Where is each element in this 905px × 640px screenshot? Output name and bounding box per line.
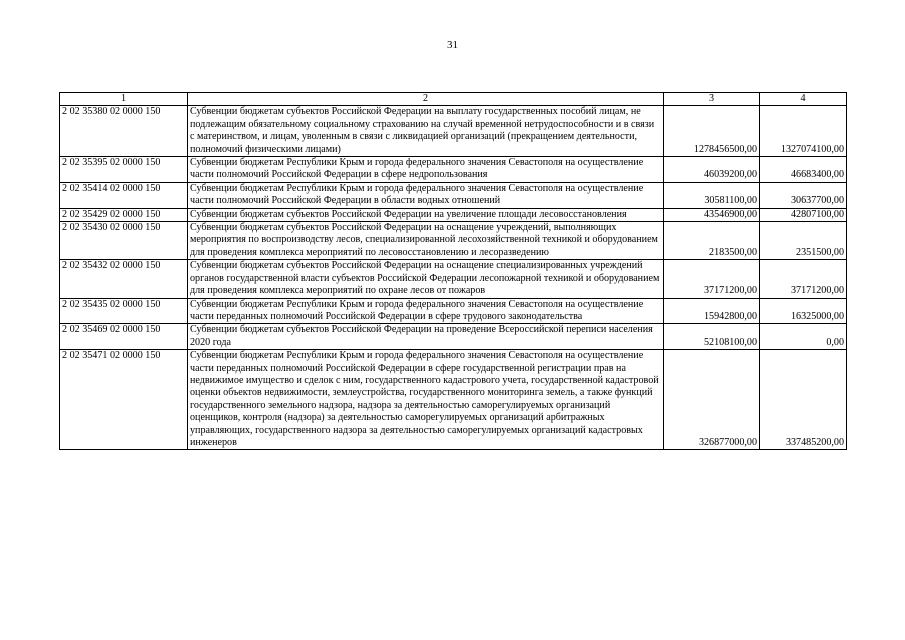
amount-cell-col3: 1278456500,00 [664,106,760,157]
page-number: 31 [447,39,458,51]
description-cell: Субвенции бюджетам субъектов Российской Федерации на оснащение специализированных учреждений органов государственной власти субъектов Российской Федерации лесопожарной техникой и оборудованием для проведения комплекса мероприятий по охране лесов от пожаров [188,260,664,298]
table-body [60,93,847,450]
budget-code-cell: 2 02 35414 02 0000 150 [60,182,188,208]
amount-cell-col3: 2183500,00 [664,222,760,260]
table-row [60,222,847,260]
table-row [60,298,847,324]
amount-cell-col3: 326877000,00 [664,350,760,450]
description-cell: Субвенции бюджетам субъектов Российской Федерации на выплату государственных пособий лицам, не подлежащим обязательному социальному страхованию на случай временной нетрудоспособности и в связи с материнством, и лицам, уволенным в связи с ликвидацией организаций (прекращением деятельности, полномочий физическими лицами) [188,106,664,157]
description-cell: Субвенции бюджетам субъектов Российской Федерации на увеличение площади лесовосстановления [188,208,664,221]
budget-code-cell: 2 02 35429 02 0000 150 [60,208,188,221]
amount-cell-col3: 43546900,00 [664,208,760,221]
budget-code-cell: 2 02 35432 02 0000 150 [60,260,188,298]
budget-code-cell: 2 02 35469 02 0000 150 [60,324,188,350]
amount-cell-col4: 337485200,00 [760,350,847,450]
budget-code-cell: 2 02 35435 02 0000 150 [60,298,188,324]
table-row [60,182,847,208]
amount-cell-col3: 52108100,00 [664,324,760,350]
table-row [60,324,847,350]
amount-cell-col4: 30637700,00 [760,182,847,208]
amount-cell-col4: 16325000,00 [760,298,847,324]
budget-code-cell: 2 02 35380 02 0000 150 [60,106,188,157]
amount-cell-col4: 0,00 [760,324,847,350]
description-cell: Субвенции бюджетам субъектов Российской Федерации на проведение Всероссийской переписи населения 2020 года [188,324,664,350]
budget-table [59,92,847,450]
description-cell: Субвенции бюджетам Республики Крым и города федерального значения Севастополя на осуществление части переданных полномочий Российской Федерации в сфере государственной регистрации прав на недвижимое имущество и сделок с ним, государственного кадастрового учета, государственной кадастровой оценки объектов недвижимости, землеустройства, государственного мониторинга земель, а также функций государственного земельного надзора, надзора за деятельностью саморегулируемых организаций оценщиков, контроля (надзора) за деятельностью саморегулируемых организаций арбитражных управляющих, государственного надзора за деятельностью саморегулируемых организаций кадастровых инженеров [188,350,664,450]
table-row [60,106,847,157]
table-row [60,260,847,298]
description-cell: Субвенции бюджетам Республики Крым и города федерального значения Севастополя на осуществление части полномочий Российской Федерации в сфере недропользования [188,157,664,183]
table-row [60,208,847,221]
table-header-row [60,93,847,106]
description-cell: Субвенции бюджетам Республики Крым и города федерального значения Севастополя на осуществление части переданных полномочий Российской Федерации в сфере трудового законодательства [188,298,664,324]
amount-cell-col3: 37171200,00 [664,260,760,298]
table-row [60,157,847,183]
amount-cell-col4: 2351500,00 [760,222,847,260]
header-cell-value-4: 4 [760,93,847,106]
budget-code-cell: 2 02 35471 02 0000 150 [60,350,188,450]
header-cell-value-3: 3 [664,93,760,106]
description-cell: Субвенции бюджетам Республики Крым и города федерального значения Севастополя на осуществление части полномочий Российской Федерации в области водных отношений [188,182,664,208]
amount-cell-col4: 37171200,00 [760,260,847,298]
header-cell-code: 1 [60,93,188,106]
amount-cell-col3: 30581100,00 [664,182,760,208]
amount-cell-col4: 46683400,00 [760,157,847,183]
amount-cell-col4: 42807100,00 [760,208,847,221]
description-cell: Субвенции бюджетам субъектов Российской Федерации на оснащение учреждений, выполняющих мероприятия по воспроизводству лесов, специализированной лесохозяйственной техникой и оборудованием для проведения комплекса мероприятий по лесовосстановлению и лесоразведению [188,222,664,260]
amount-cell-col4: 1327074100,00 [760,106,847,157]
amount-cell-col3: 46039200,00 [664,157,760,183]
amount-cell-col3: 15942800,00 [664,298,760,324]
budget-code-cell: 2 02 35395 02 0000 150 [60,157,188,183]
header-cell-name: 2 [188,93,664,106]
budget-code-cell: 2 02 35430 02 0000 150 [60,222,188,260]
table-row [60,350,847,450]
